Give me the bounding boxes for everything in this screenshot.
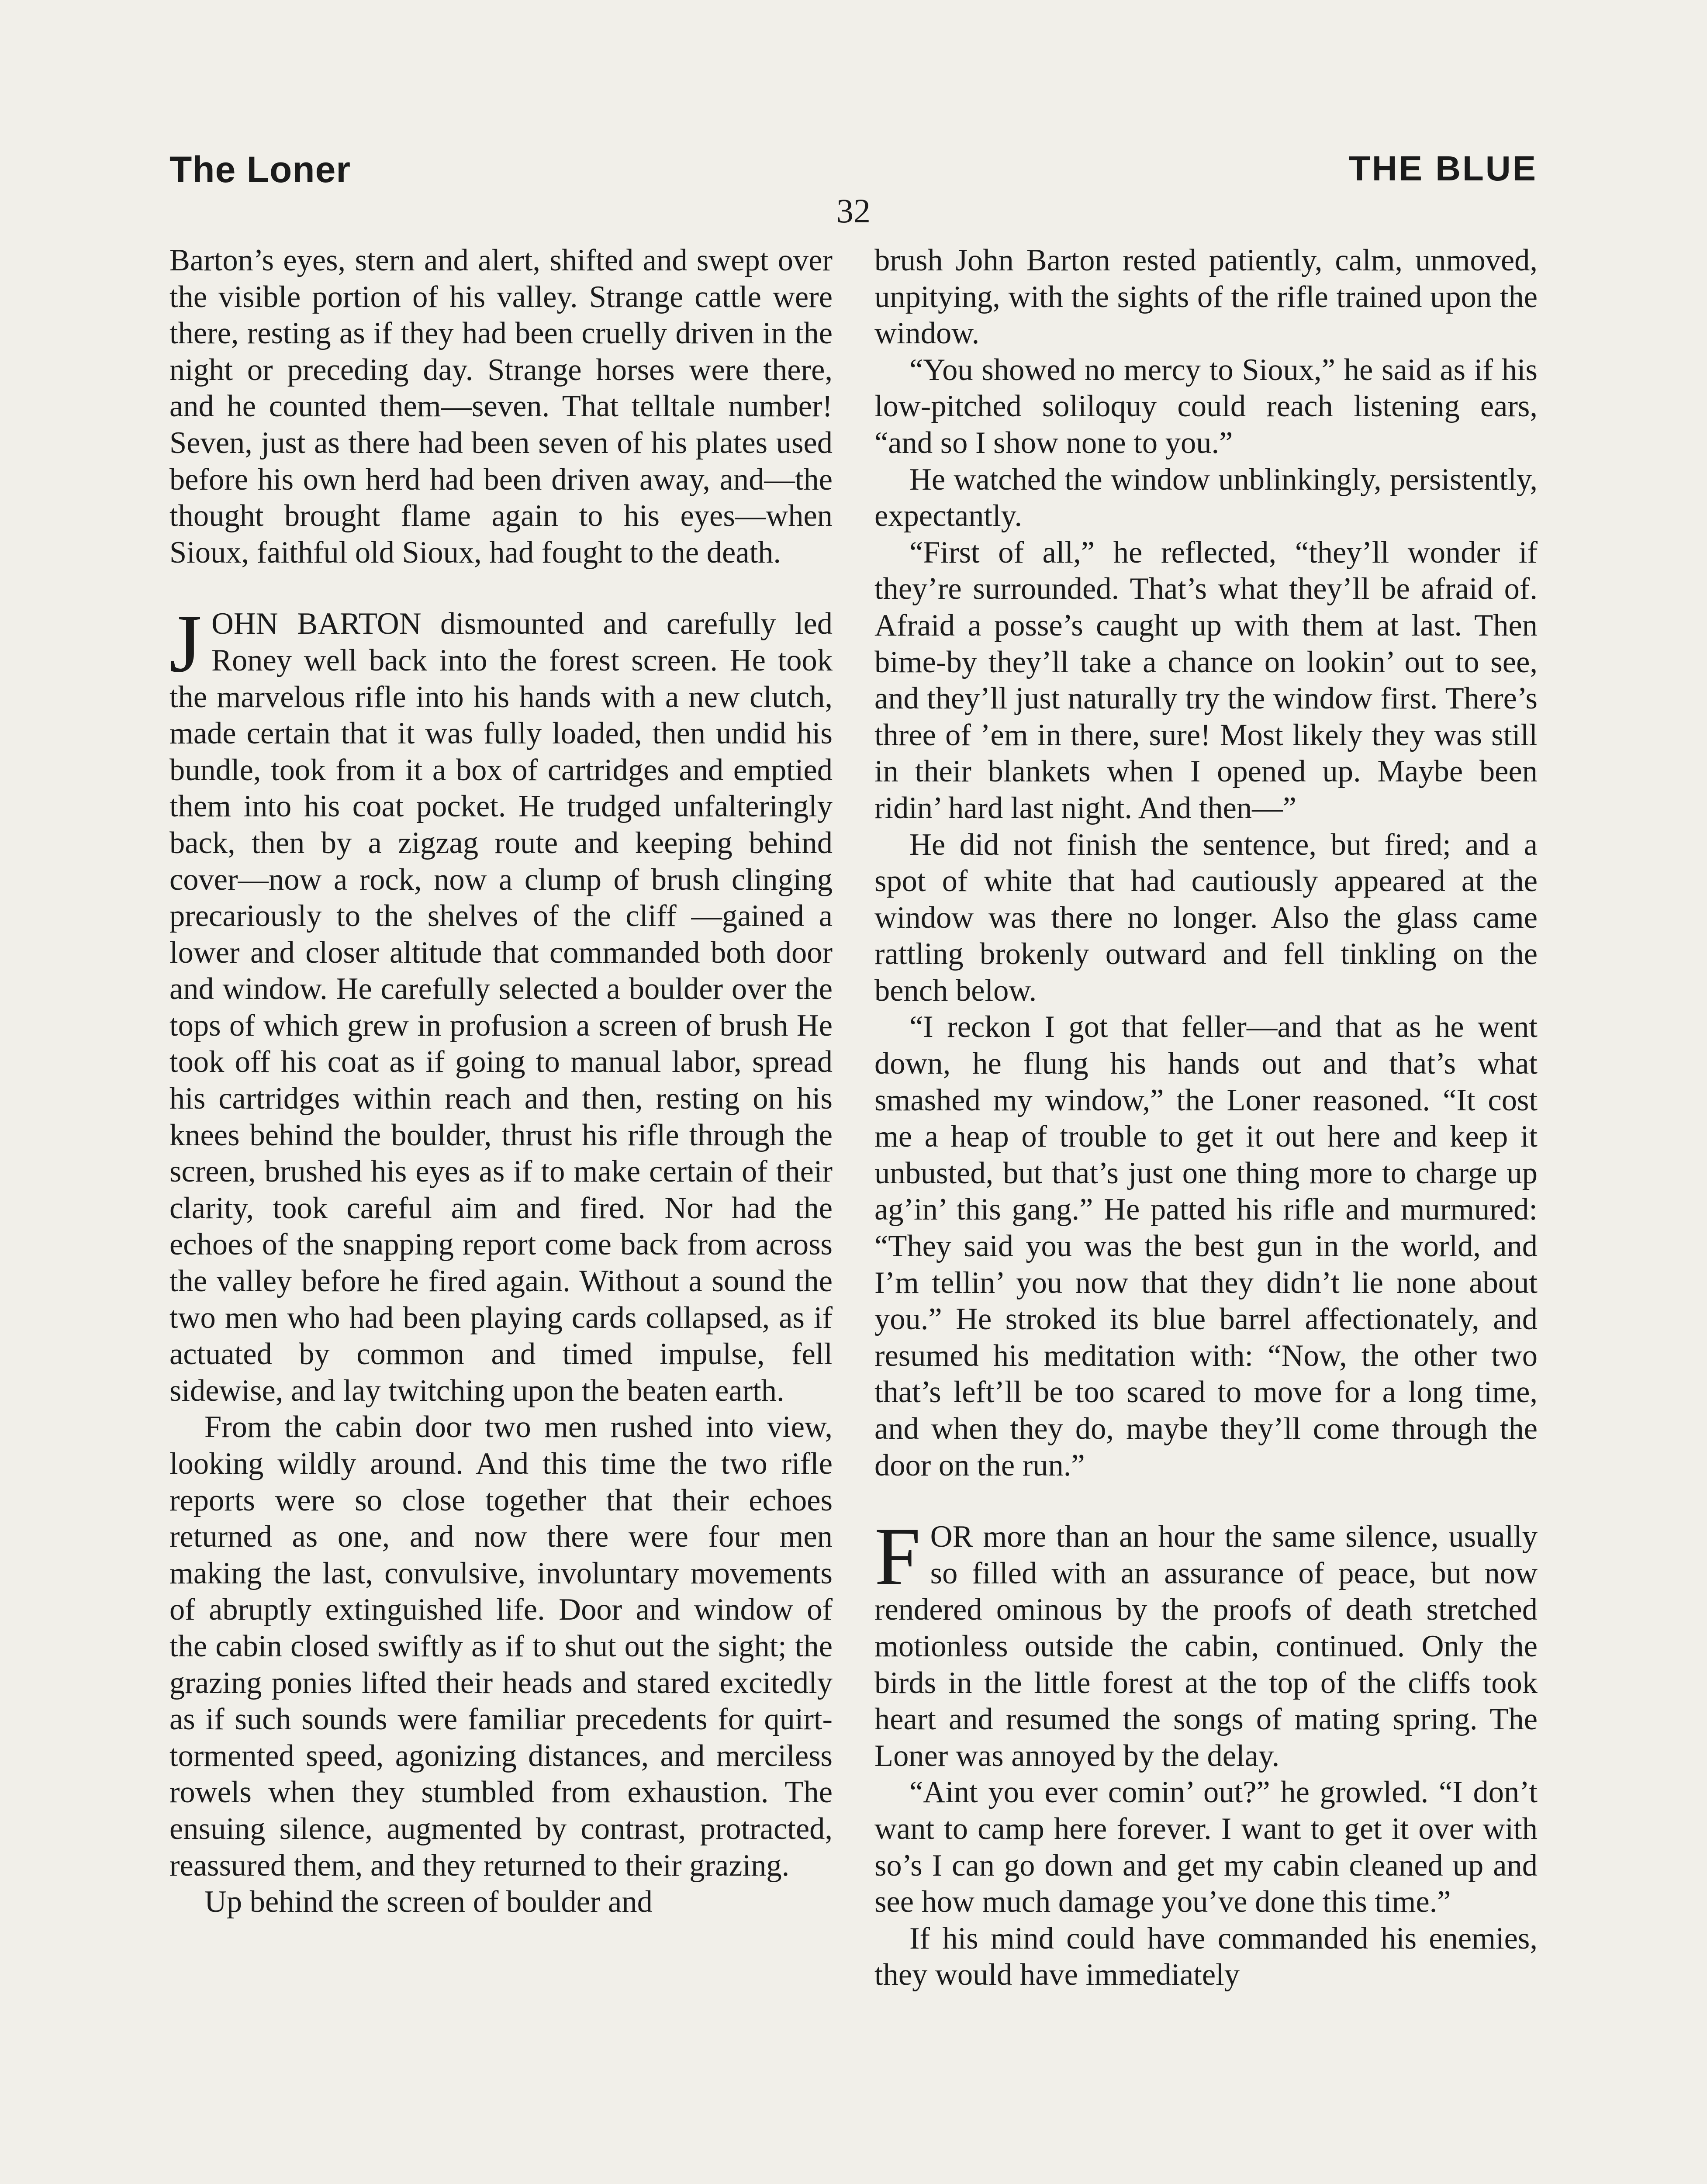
paragraph: brush John Barton rested patiently, calm, unmoved, unpitying, with the sights of the rifle trained upon the window. — [874, 243, 1538, 351]
paragraph: “First of all,” he reflected, “they’ll wonder if they’re surrounded. That’s what they’ll be afraid of. Afraid a posse’s caught up with them at last. Then bime-by they’ll take a chance on lookin’ out to see, and they’ll just naturally try the window first. There’s three of ’em in there, sure! Most likely they was still in their blankets when I opened up. Maybe been ridin’ hard last night. And then—” — [874, 535, 1538, 825]
paragraph-text: OHN BARTON dismounted and carefully led Roney well back into the forest screen. He took the marvelous rifle into his hands with a new clutch, made certain that it was fully loaded, then undid his bundle, took from it a box of cartridges and emptied them into his coat pocket. He trudged unfalteringly back, then by a zigzag route and keeping behind cover—now a rock, now a clump of brush clinging precariously to the shelves of the cliff —gained a lower and closer altitude that commanded both door and window. He carefully selected a boulder over the tops of which grew in profusion a screen of brush He took off his coat as if going to manual labor, spread his cartridges within reach and then, resting on his knees behind the boulder, thrust his rifle through the screen, brushed his eyes as if to make certain of their clarity, took careful aim and fired. Nor had the echoes of the snapping report come back from across the valley before he fired again. Without a sound the two men who had been playing cards collapsed, as if actuated by common and timed impulse, fell sidewise, and lay twitching upon the beaten earth. — [169, 607, 833, 1408]
left-column — [169, 242, 833, 1921]
paragraph: “You showed no mercy to Sioux,” he said as if his low-pitched soliloquy could reach listening ears, “and so I show none to you.” — [874, 352, 1538, 460]
paragraph: He watched the window unblinkingly, persistently, expectantly. — [874, 462, 1538, 533]
paragraph: He did not finish the sentence, but fired; and a spot of white that had cautiously appeared at the window was there no longer. Also the glass came rattling brokenly outward and fell tinkling on the bench below. — [874, 827, 1538, 1008]
running-title: The Loner — [169, 149, 351, 190]
paragraph: Up behind the screen of boulder and — [204, 1885, 653, 1919]
paragraph-dropcap — [874, 1511, 1538, 1774]
paragraph: “I reckon I got that feller—and that as he went down, he flung his hands out and that’s what smashed my window,” the Loner reasoned. “It cost me a heap of trouble to get it out here and keep it unbusted, but that’s just one thing more to charge up ag’in’ this gang.” He patted his rifle and murmured: “They said you was the best gun in the world, and I’m tellin’ you now that they didn’t lie none about you.” He stroked its blue barrel affectionately, and resumed his meditation with: “Now, the other two that’s left’ll be too scared to move for a long time, and when they do, maybe they’ll come through the door on the run.” — [874, 1010, 1538, 1482]
right-column — [874, 242, 1538, 1994]
paragraph: If his mind could have commanded his enemies, they would have immediately — [874, 1921, 1538, 1992]
drop-cap: F — [874, 1511, 921, 1603]
magazine-title: THE BLUE — [1349, 149, 1538, 188]
paragraph-text: OR more than an hour the same silence, usually so filled with an assurance of peace, but now rendered ominous by the proofs of death stretched motionless outside the cabin, continued. Only the birds in the little forest at the top of the cliffs took heart and resumed the songs of mating spring. The Loner was annoyed by the delay. — [874, 1520, 1538, 1773]
paragraph-dropcap — [169, 598, 833, 1409]
drop-cap: J — [169, 598, 202, 690]
paragraph: “Aint you ever comin’ out?” he growled. “I don’t want to camp here forever. I want to get it over with so’s I can go down and get my cabin cleaned up and see how much damage you’ve done this time.” — [874, 1775, 1538, 1919]
paragraph: From the cabin door two men rushed into view, looking wildly around. And this time the two rifle reports were so close together that their echoes returned as one, and now there were four men making the last, convulsive, involuntary movements of abruptly extinguished life. Door and window of the cabin closed swiftly as if to shut out the sight; the grazing ponies lifted their heads and stared excitedly as if such sounds were familiar precedents for quirt-tormented speed, agonizing distances, and merciless rowels when they stumbled from exhaustion. The ensuing silence, augmented by contrast, protracted, reassured them, and they returned to their grazing. — [169, 1410, 833, 1883]
page-number: 32 — [836, 192, 871, 230]
paragraph: Barton’s eyes, stern and alert, shifted and swept over the visible portion of his valley. Strange cattle were there, resting as if they had been cruelly driven in the night or preceding day. Strange horses were there, and he counted them—seven. That telltale number! Seven, just as there had been seven of his plates used before his own herd had been driven away, and—the thought brought flame again to his eyes—when Sioux, faithful old Sioux, had fought to the death. — [169, 243, 833, 570]
